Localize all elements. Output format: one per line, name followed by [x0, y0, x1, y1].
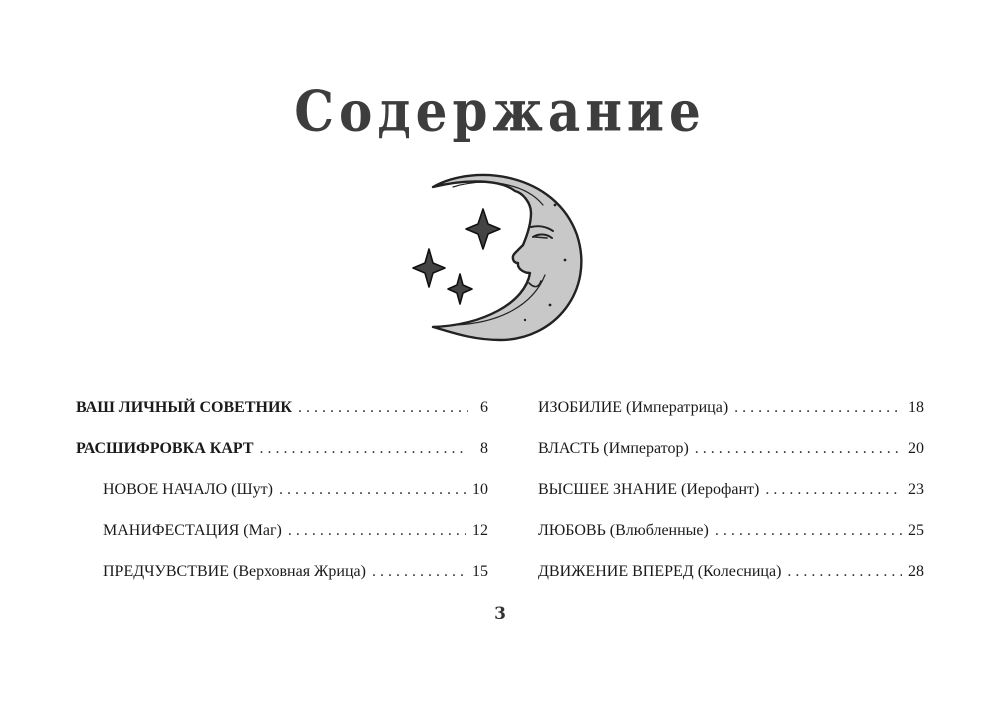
toc-leader-dots — [787, 562, 902, 582]
toc-entry-title: ДВИЖЕНИЕ ВПЕРЕД (Колесница) — [538, 563, 782, 580]
toc-leader-dots — [715, 521, 902, 541]
toc-entry[interactable] — [538, 480, 924, 521]
toc-entry-title: ИЗОБИЛИЕ (Императрица) — [538, 399, 729, 416]
star-icon — [466, 209, 500, 249]
toc-entry-page: 23 — [908, 481, 924, 498]
toc-right-column — [538, 398, 924, 603]
toc-leader-dots — [695, 439, 902, 459]
toc-entry-title: ВАШ ЛИЧНЫЙ СОВЕТНИК — [76, 399, 293, 416]
toc-entry-title: РАСШИФРОВКА КАРТ — [76, 440, 254, 457]
toc-entry[interactable] — [538, 398, 924, 439]
toc-entry[interactable] — [538, 521, 924, 562]
toc-entry-page: 25 — [908, 522, 924, 539]
toc-entry-page: 20 — [908, 440, 924, 457]
toc-entry[interactable] — [76, 562, 488, 603]
toc-entry-title: ЛЮБОВЬ (Влюбленные) — [538, 522, 709, 539]
toc-entry-page: 28 — [908, 563, 924, 580]
toc-entry-title: ВЛАСТЬ (Император) — [538, 440, 689, 457]
toc-entry-title: МАНИФЕСТАЦИЯ (Маг) — [103, 522, 282, 539]
toc-entry-page: 18 — [908, 399, 924, 416]
toc-left-column — [76, 398, 488, 603]
page-title: Содержание — [294, 78, 706, 145]
page-number: 3 — [494, 604, 506, 624]
toc-leader-dots — [734, 398, 902, 418]
toc-entry[interactable] — [76, 439, 488, 480]
toc-entry-page: 10 — [472, 481, 488, 498]
toc-leader-dots — [765, 480, 902, 500]
toc-entry[interactable] — [76, 398, 488, 439]
star-icon — [413, 249, 445, 287]
toc-entry-page: 12 — [472, 522, 488, 539]
toc-entry[interactable] — [76, 521, 488, 562]
toc-leader-dots — [260, 439, 468, 459]
toc-leader-dots — [372, 562, 466, 582]
toc-entry-title: НОВОЕ НАЧАЛО (Шут) — [103, 481, 273, 498]
crescent-moon-icon — [405, 165, 605, 345]
toc-leader-dots — [288, 521, 466, 541]
star-icon — [448, 274, 472, 304]
toc-entry-page: 15 — [472, 563, 488, 580]
toc-entry-page: 6 — [480, 399, 488, 416]
toc-entry-page: 8 — [480, 440, 488, 457]
toc-entry[interactable] — [538, 439, 924, 480]
toc-entry[interactable] — [538, 562, 924, 603]
toc-entry-title: ВЫСШЕЕ ЗНАНИЕ (Иерофант) — [538, 481, 760, 498]
toc-entry[interactable] — [76, 480, 488, 521]
toc-entry-title: ПРЕДЧУВСТВИЕ (Верховная Жрица) — [103, 563, 366, 580]
toc-leader-dots — [298, 398, 468, 418]
toc-leader-dots — [279, 480, 466, 500]
